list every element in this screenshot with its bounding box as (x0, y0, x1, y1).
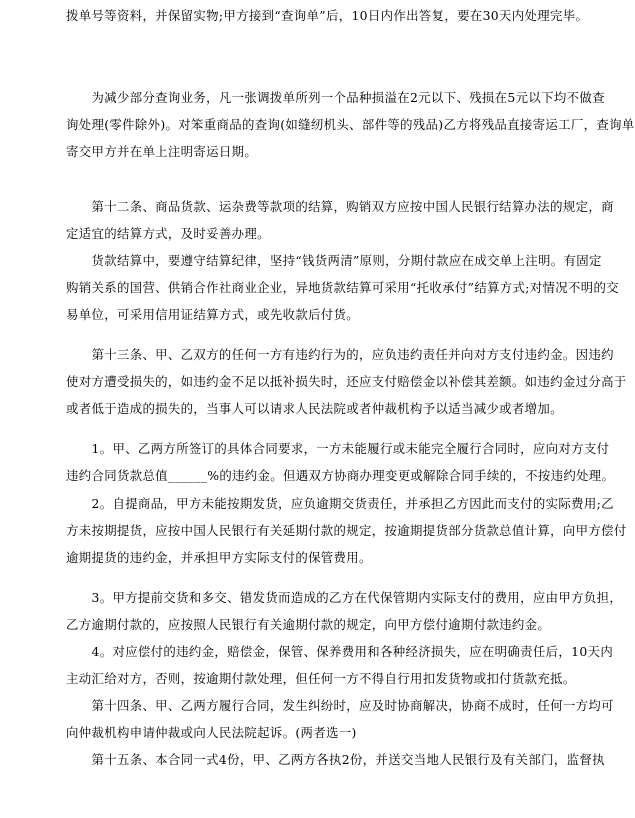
text-line: 1。甲、乙两方所签订的具体合同要求，一方未能履行或未能完全履行合同时，应向对方支付 (66, 441, 610, 456)
text-line: 货款结算中，要遵守结算纪律，坚持“钱货两清”原则，分期付款应在成交单上注明。有固定 (66, 253, 602, 268)
paragraph-item-1 (66, 435, 615, 489)
text-line: 拨单号等资料，并保留实物;甲方接到“查询单”后，10日内作出答复，要在30天内处理完毕。 (66, 8, 589, 23)
text-line: 方未按期提货，应按中国人民银行有关延期付款的规定，按逾期提货部分货款总值计算，向甲方偿付 (66, 523, 627, 538)
paragraph-item-2 (66, 490, 627, 571)
paragraph-article-15 (66, 746, 605, 773)
text-line: 第十二条、商品货款、运杂费等款项的结算，购销双方应按中国人民银行结算办法的规定，商 (66, 199, 614, 214)
text-line: 主动汇给对方，否则，按逾期付款处理，但任何一方不得自行用扣发货物或扣付货款充抵。 (66, 671, 576, 686)
text-line: 寄交甲方并在单上注明寄运日期。 (66, 144, 258, 159)
paragraph-item-4 (66, 638, 614, 692)
paragraph-query-reply (66, 2, 589, 29)
text-line: 为减少部分查询业务，凡一张调拨单所列一个品种损溢在2元以下、残损在5元以下均不做查 (66, 90, 605, 105)
text-line: 使对方遭受损失的，如违约金不足以抵补损失时，还应支付赔偿金以补偿其差额。如违约金过分高于 (66, 374, 627, 389)
paragraph-article-14 (66, 692, 614, 746)
text-line: 第十四条、甲、乙两方履行合同，发生纠纷时，应及时协商解决，协商不成时，任何一方均可 (66, 698, 614, 713)
paragraph-article-12 (66, 193, 614, 247)
paragraph-reduce-queries (66, 84, 635, 165)
text-line: 向仲裁机构申请仲裁或向人民法院起诉。(两者选一) (66, 725, 357, 740)
text-line: 逾期提货的违约金，并承担甲方实际支付的保管费用。 (66, 550, 372, 565)
text-line: 违约合同货款总值______%的违约金。但遇双方协商办理变更或解除合同手续的，不按违约处理。 (66, 468, 615, 483)
text-line: 第十三条、甲、乙双方的任何一方有违约行为的，应负违约责任并向对方支付违约金。因违约 (66, 347, 614, 362)
text-line: 3。甲方提前交货和多交、错发货而造成的乙方在代保管期内实际支付的费用，应由甲方负担， (66, 590, 623, 605)
paragraph-item-3 (66, 584, 623, 638)
text-line: 第十五条、本合同一式4份，甲、乙两方各执2份，并送交当地人民银行及有关部门，监督执 (66, 752, 605, 767)
text-line: 4。对应偿付的违约金，赔偿金，保管、保养费用和各种经济损失，应在明确责任后，10天内 (66, 644, 614, 659)
text-line: 2。自提商品，甲方未能按期发货，应负逾期交货责任，并承担乙方因此而支付的实际费用;乙 (66, 496, 614, 511)
text-line: 购销关系的国营、供销合作社商业企业，异地货款结算可采用“托收承付”结算方式;对情况不明的交 (66, 280, 619, 295)
text-line: 询处理(零件除外)。对笨重商品的查询(如缝纫机头、部件等的残品)乙方将残品直接寄运工厂，查询单 (66, 117, 635, 132)
text-line: 易单位，可采用信用证结算方式，或先收款后付货。 (66, 307, 360, 322)
paragraph-article-13 (66, 341, 627, 422)
text-line: 或者低于造成的损失的，当事人可以请求人民法院或者仲裁机构予以适当减少或者增加。 (66, 401, 563, 416)
paragraph-settlement (66, 247, 619, 328)
text-line: 定适宜的结算方式，及时妥善办理。 (66, 226, 270, 241)
text-line: 乙方逾期付款的，应按照人民银行有关逾期付款的规定，向甲方偿付逾期付款违约金。 (66, 617, 551, 632)
